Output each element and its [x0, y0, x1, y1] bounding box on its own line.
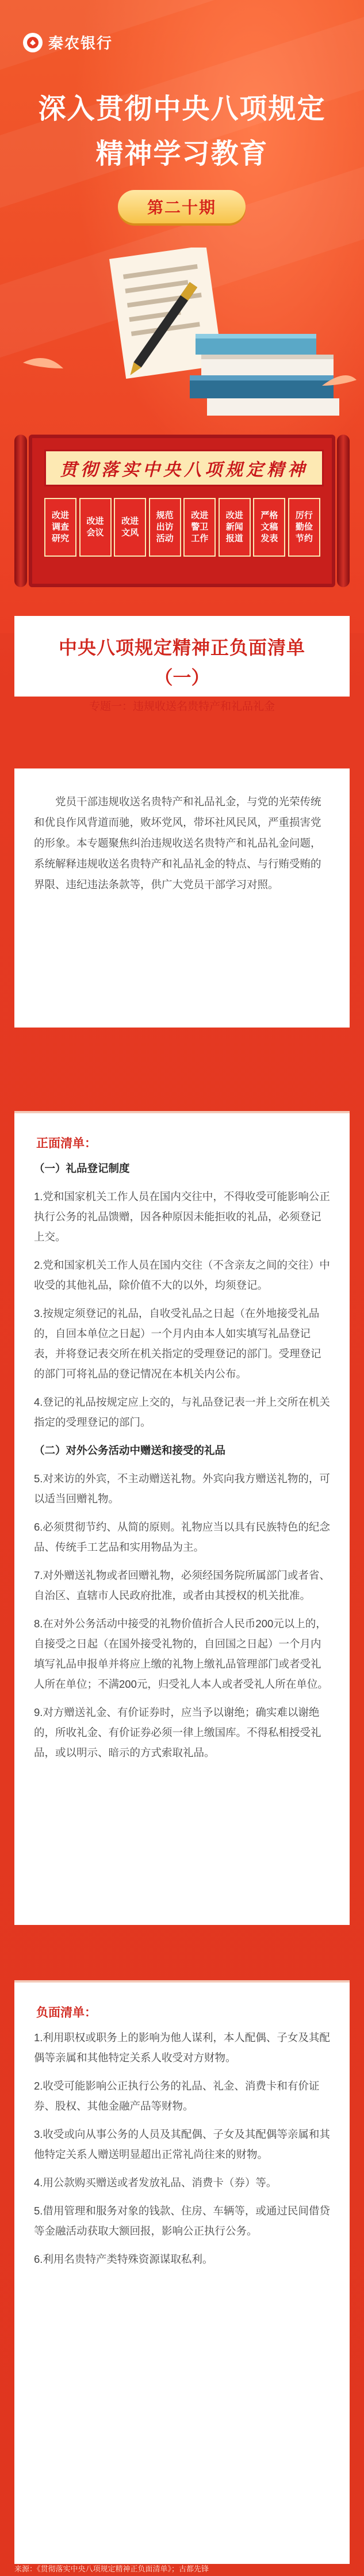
article-title-line1: 中央八项规定精神正负面清单: [58, 637, 305, 658]
positive-subheading-2: （二）对外公务活动中赠送和接受的礼品: [34, 1444, 226, 1456]
list-item: 1.党和国家机关工作人员在国内交往中，不得收受可能影响公正执行公务的礼品馈赠，因各种原因未能拒收的礼品，必须登记上交。: [34, 1190, 330, 1243]
intro-card: [14, 768, 350, 1028]
banner-item: 严格文稿发表: [253, 498, 285, 557]
list-item: 5.借用管理和服务对象的钱款、住房、车辆等，或通过民间借贷等金融活动获取大额回报，影响公正执行公务。: [34, 2205, 330, 2237]
list-item: 3.按规定须登记的礼品，自收受礼品之日起（在外地接受礼品的，自回本单位之日起）一个月内由本人如实填写礼品登记表，并将登记表交所在机关指定的受理登记的部门。受理登记的部门可将礼品的登记情况在本机关内公布。: [34, 1307, 321, 1380]
banner-item: 改进新闻报道: [219, 498, 251, 557]
list-item: 5.对来访的外宾，不主动赠送礼物。外宾向我方赠送礼物的，可以适当回赠礼物。: [34, 1472, 330, 1505]
scroll-roll-left: [14, 435, 27, 587]
banner-items: [44, 498, 320, 557]
list-item: 4.登记的礼品按规定应上交的，与礼品登记表一并上交所在机关指定的受理登记的部门。: [34, 1396, 330, 1428]
banner-item: 改进会议: [79, 498, 112, 557]
list-item: 1.利用职权或职务上的影响为他人谋利，本人配偶、子女及其配偶等亲属和其他特定关系人收受对方财物。: [34, 2031, 330, 2064]
list-item: 8.在对外公务活动中接受的礼物价值折合人民币200元以上的，自接受之日起（在国外接受礼物的，自回国之日起）一个月内填写礼品申报单并将应上缴的礼物上缴礼品管理部门或者受礼人所在单位；不满200元，归受礼人本人或者受礼人所在单位。: [34, 1618, 328, 1690]
scroll-roll-right: [337, 435, 350, 587]
scroll-banner: [14, 435, 350, 587]
issue-label: 第二十期: [147, 199, 216, 216]
issue-badge: [118, 190, 246, 223]
negative-list-card: [14, 1980, 350, 2564]
bank-logo: [23, 32, 113, 53]
bank-name: 秦农银行: [48, 35, 113, 52]
banner-item: 厉行勤俭节约: [288, 498, 320, 557]
article-title-card: [14, 616, 350, 713]
source-note: 来源：《贯彻落实中央八项规定精神正负面清单》；古都先锋: [14, 2564, 209, 2573]
banner-title: 贯彻落实中央八项规定精神: [60, 461, 308, 480]
bank-logo-icon: [23, 33, 43, 52]
page-title-line1: 深入贯彻中央八项规定: [38, 94, 326, 124]
article-subtitle: 专题一：违规收送名贵特产和礼品礼金: [89, 701, 275, 713]
article-title-line2: （一）: [154, 667, 210, 688]
banner-item: 改进调查研究: [44, 498, 76, 557]
list-item: 3.收受或向从事公务的人员及其配偶、子女及其配偶等亲属和其他特定关系人赠送明显超出正常礼尚往来的财物。: [34, 2128, 330, 2160]
banner-title-box: [44, 450, 324, 486]
intro-text: 党员干部违规收送名贵特产和礼品礼金，与党的光荣传统和优良作风背道而驰，败坏党风，带坏社风民风，严重损害党的形象。本专题聚焦纠治违规收送名贵特产和礼品礼金问题，系统解释违规收送名贵特产和礼品礼金的特点、与行贿受贿的界限、违纪违法条款等，供广大党员干部学习对照。: [34, 796, 321, 891]
banner-item: 规范出访活动: [149, 498, 181, 557]
positive-heading: 正面清单：: [36, 1137, 97, 1150]
positive-subheading-1: （一）礼品登记制度: [34, 1162, 130, 1174]
list-item: 9.对方赠送礼金、有价证券时，应当予以谢绝；确实难以谢绝的，所收礼金、有价证券必须一律上缴国库。不得私相授受礼品，或以明示、暗示的方式索取礼品。: [34, 1706, 321, 1759]
negative-heading: 负面清单：: [36, 2006, 97, 2019]
list-item: 6.利用名贵特产类特殊资源谋取私利。: [34, 2253, 213, 2265]
list-item: 6.必须贯彻节约、从简的原则。礼物应当以具有民族特色的纪念品、传统手工艺品和实用物品为主。: [34, 1521, 330, 1553]
list-item: 2.收受可能影响公正执行公务的礼品、礼金、消费卡和有价证券、股权、其他金融产品等财物。: [34, 2080, 320, 2112]
list-item: 2.党和国家机关工作人员在国内交往（不含亲友之间的交往）中收受的其他礼品，除价值不大的以外，均须登记。: [34, 1259, 330, 1291]
banner-item: 改进文风: [114, 498, 146, 557]
books-illustration: [0, 248, 364, 420]
hero-header: [0, 0, 364, 633]
books-icon: [0, 248, 364, 420]
list-item: 4.用公款购买赠送或者发放礼品、消费卡（券）等。: [34, 2177, 277, 2189]
page-title-line2: 精神学习教育: [95, 139, 269, 169]
positive-list-card: [14, 1111, 350, 1925]
list-item: 7.对外赠送礼物或者回赠礼物，必须经国务院所属部门或者省、自治区、直辖市人民政府批准，或者由其授权的机关批准。: [34, 1569, 330, 1601]
banner-item: 改进警卫工作: [183, 498, 216, 557]
